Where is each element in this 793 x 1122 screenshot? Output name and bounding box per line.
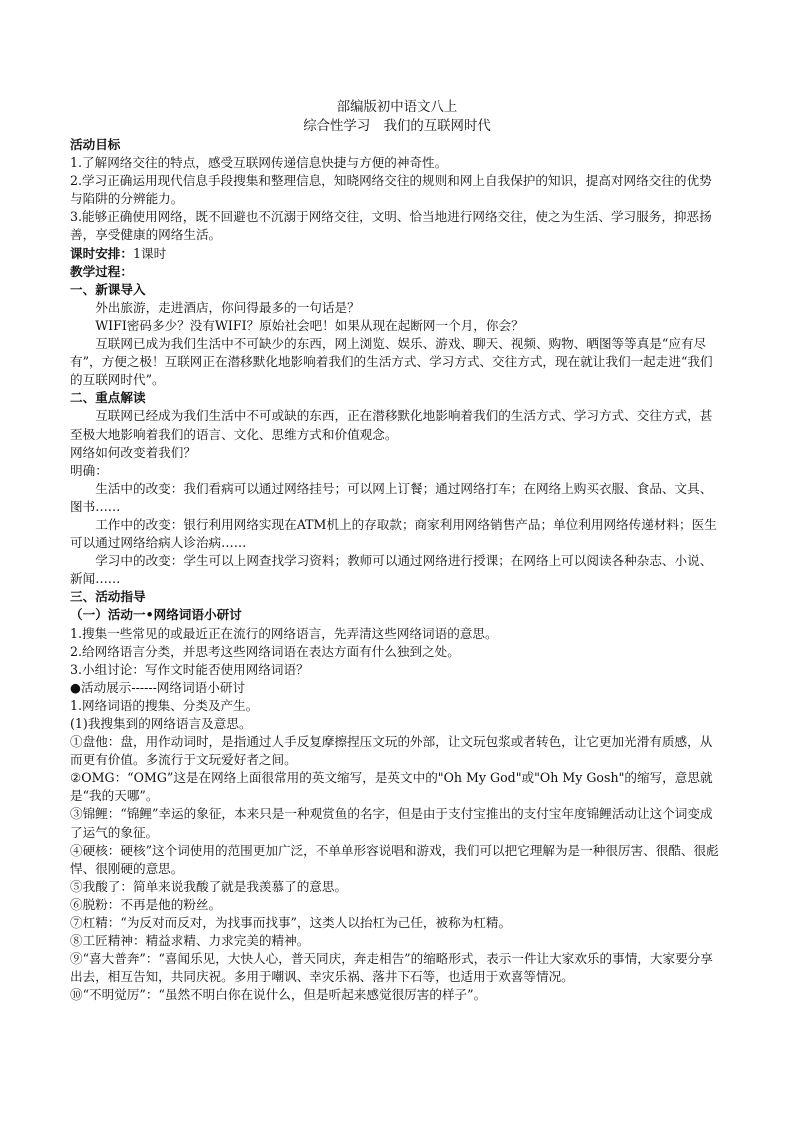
word-item: ⑩“不明觉厉”：“虽然不明白你在说什么，但是听起来感觉很厉害的样子”。: [70, 987, 487, 1003]
doc-subtitle: 综合性学习 我们的互联网时代: [303, 119, 491, 134]
activity-heading: （一）活动一•网络词语小研讨: [70, 607, 242, 623]
word-item: ⑦杠精：“为反对而反对，为找事而找事”，这类人以抬杠为己任，被称为杠精。: [70, 915, 512, 931]
word-item: ⑨“喜大普奔”：“喜闻乐见，大快人心，普天同庆，奔走相告”的缩略形式，表示一件让大家欢乐的事情，大家要分享出去，相互告知，共同庆祝。多用于嘲讽、幸灾乐祸、落井下石等，也适用于欢喜等情况。: [70, 951, 713, 985]
word-item: ⑥脱粉：不再是他的粉丝。: [70, 896, 222, 912]
goal-item: 2.学习正确运用现代信息手段搜集和整理信息，知晓网络交往的规则和网上自我保护的知识，提高对网络交往的优势与陷阱的分辨能力。: [70, 173, 712, 207]
hours-label: 课时安排：: [70, 245, 133, 261]
show-subheading: (1)我搜集到的网络语言及意思。: [70, 716, 252, 731]
paragraph: 互联网已经成为我们生活中不可或缺的东西，正在潜移默化地影响着我们的生活方式、学习方式、交往方式，甚至极大地影响着我们的语言、文化、思维方式和价值观念。: [70, 408, 713, 442]
paragraph: WIFI密码多少？没有WIFI？原始社会吧！如果从现在起断网一个月，你会？: [95, 317, 524, 333]
section-heading: 二、重点解读: [70, 390, 146, 406]
goal-item: 1.了解网络交往的特点，感受互联网传递信息快捷与方便的神奇性。: [70, 155, 448, 171]
hours-value: 1课时: [132, 245, 167, 261]
word-item: ⑤我酸了：简单来说我酸了就是我羡慕了的意思。: [70, 878, 348, 894]
activity-item: 1.搜集一些常见的或最近正在流行的网络语言，先弄清这些网络词语的意思。: [70, 625, 498, 641]
activity-item: 3.小组讨论：写作文时能否使用网络词语？: [70, 661, 309, 677]
word-item: ①盘他：盘，用作动词时，是指通过人手反复摩擦捏压文玩的外部，让文玩包浆或者转色，让它更加光滑有质感，从而更有价值。多流行于文玩爱好者之间。: [70, 734, 713, 768]
goals-heading: 活动目标: [70, 137, 121, 152]
doc-title: 部编版初中语文八上: [336, 100, 458, 115]
word-item: ③锦鲤：“锦鲤”幸运的象征，本来只是一种观赏鱼的名字，但是由于支付宝推出的支付宝年度锦鲤活动让这个词变成了运气的象征。: [70, 806, 713, 840]
question-line: 网络如何改变着我们？: [70, 444, 196, 460]
word-item: ②OMG：“OMG”这是在网络上面很常用的英文缩写，是英文中的"Oh My God"或"Oh My Gosh"的缩写，意思就是“我的天哪”。: [70, 770, 713, 804]
section-heading: 一、新课导入: [70, 281, 146, 297]
goal-item: 3.能够正确使用网络，既不回避也不沉溺于网络交往，文明、恰当地进行网络交往，使之为生活、学习服务，抑恶扬善，享受健康的网络生活。: [70, 209, 712, 243]
process-heading: 教学过程：: [70, 263, 133, 279]
change-item: 生活中的改变：我们看病可以通过网络挂号；可以网上订餐；通过网络打车；在网络上购买衣服、食品、文具、图书……: [70, 480, 713, 514]
change-item: 工作中的改变：银行利用网络实现在ATM机上的存取款；商家利用网络销售产品；单位利用网络传递材料；医生可以通过网络给病人诊治病……: [70, 516, 717, 551]
document-page: [70, 98, 724, 1005]
paragraph: 互联网已成为我们生活中不可缺少的东西，网上浏览、娱乐、游戏、聊天、视频、购物、晒图等等真是“应有尽有”，方便之极！互联网正在潜移默化地影响着我们的生活方式、学习方式、交往方式，现在就让我们一起走进“我们的互联网时代”。: [70, 336, 713, 388]
hours-line: [70, 245, 724, 263]
show-line: ●活动展示------网络词语小研讨: [70, 679, 246, 695]
word-item: ⑧工匠精神：精益求精、力求完美的精神。: [70, 933, 310, 949]
change-item: 学习中的改变：学生可以上网查找学习资料；教师可以通过网络进行授课；在网络上可以阅读各种杂志、小说、新闻……: [70, 553, 713, 587]
answer-label: 明确：: [70, 462, 108, 478]
paragraph: 外出旅游，走进酒店，你问得最多的一句话是？: [95, 299, 360, 315]
section-heading: 三、活动指导: [70, 589, 146, 605]
show-subheading: 1.网络词语的搜集、分类及产生。: [70, 697, 259, 713]
activity-item: 2.给网络语言分类，并思考这些网络词语在表达方面有什么独到之处。: [70, 643, 460, 659]
word-item: ④硬核：硬核”这个词使用的范围更加广泛，不单单形容说唱和游戏，我们可以把它理解为是一种很厉害、很酷、很彪悍、很刚硬的意思。: [70, 842, 719, 876]
